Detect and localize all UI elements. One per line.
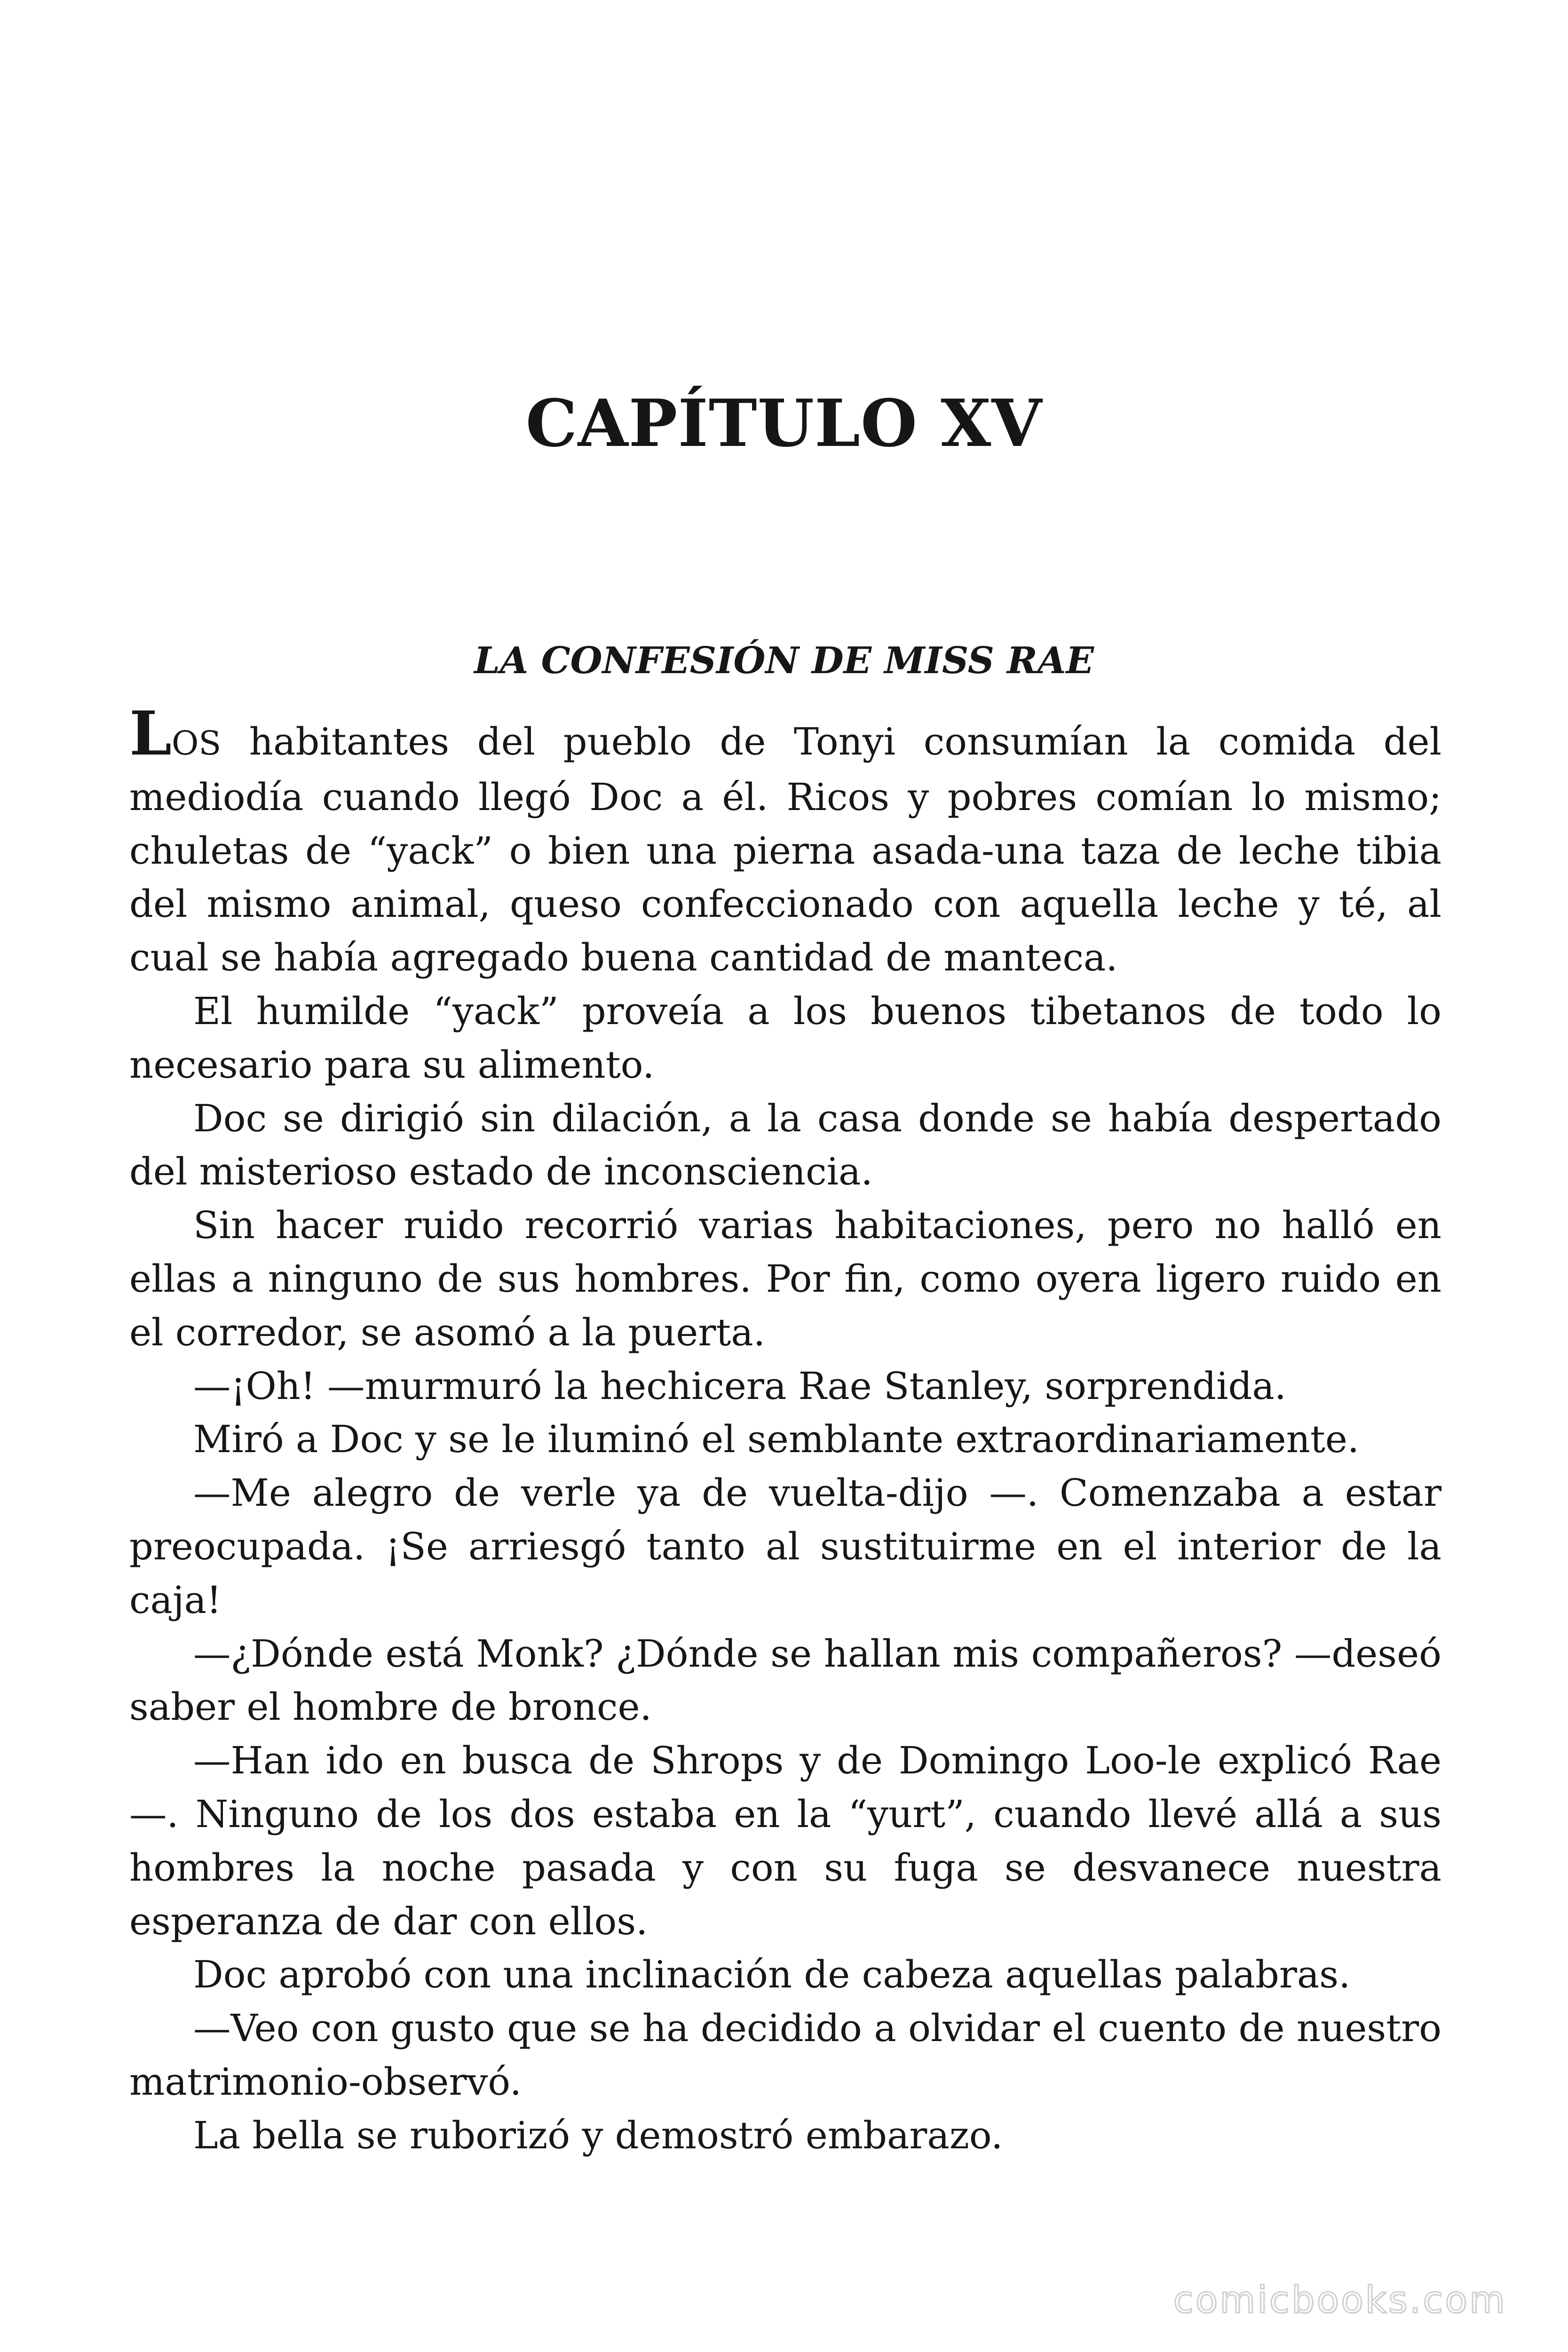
watermark: comicbooks.com xyxy=(1173,2279,1507,2321)
small-caps-lead: OS xyxy=(172,724,222,763)
paragraph-12: La bella se ruborizó y demostró embarazo. xyxy=(193,2113,1003,2157)
chapter-subtitle: LA CONFESIÓN DE MISS RAE xyxy=(474,639,1094,682)
chapter-body xyxy=(129,699,1441,2162)
paragraph-11: —Veo con gusto que se ha decidido a olvidar el cuento de nuestro matrimonio-observó. xyxy=(129,2006,1441,2104)
paragraph-5: —¡Oh! —murmuró la hechicera Rae Stanley, sorprendida. xyxy=(193,1364,1287,1408)
paragraph-1 xyxy=(129,699,1441,985)
paragraph-3: Doc se dirigió sin dilación, a la casa donde se había despertado del misterioso estado de inconsciencia. xyxy=(129,1096,1441,1194)
paragraph-2: El humilde “yack” proveía a los buenos tibetanos de todo lo necesario para su alimento. xyxy=(129,989,1441,1087)
paragraph-6: Miró a Doc y se le iluminó el semblante extraordinariamente. xyxy=(193,1417,1360,1462)
chapter-title: CAPÍTULO XV xyxy=(525,385,1043,461)
paragraph-1-text: habitantes del pueblo de Tonyi consumían la comida del mediodía cuando llegó Doc a él. Ricos y pobres comían lo mismo; chuletas de “yack” o bien una pierna asada-una taza de leche tibia del mismo animal, queso confeccionado con aquella leche y té, al cual se había agregado buena cantidad de manteca. xyxy=(129,720,1441,980)
paragraph-8: —¿Dónde está Monk? ¿Dónde se hallan mis compañeros? —deseó saber el hombre de bronce. xyxy=(129,1631,1441,1729)
paragraph-7: —Me alegro de verle ya de vuelta-dijo —. Comenzaba a estar preocupada. ¡Se arriesgó tanto al sustituirme en el interior de la caja! xyxy=(129,1471,1441,1622)
paragraph-10: Doc aprobó con una inclinación de cabeza aquellas palabras. xyxy=(193,1953,1351,1997)
drop-initial: L xyxy=(129,699,172,769)
paragraph-4: Sin hacer ruido recorrió varias habitaciones, pero no halló en ellas a ninguno de sus hombres. Por fin, como oyera ligero ruido en el corredor, se asomó a la puerta. xyxy=(129,1203,1441,1354)
paragraph-9: —Han ido en busca de Shrops y de Domingo Loo-le explicó Rae —. Ninguno de los dos estaba en la “yurt”, cuando llevé allá a sus hombres la noche pasada y con su fuga se desvanece nuestra esperanza de dar con ellos. xyxy=(129,1739,1441,1943)
